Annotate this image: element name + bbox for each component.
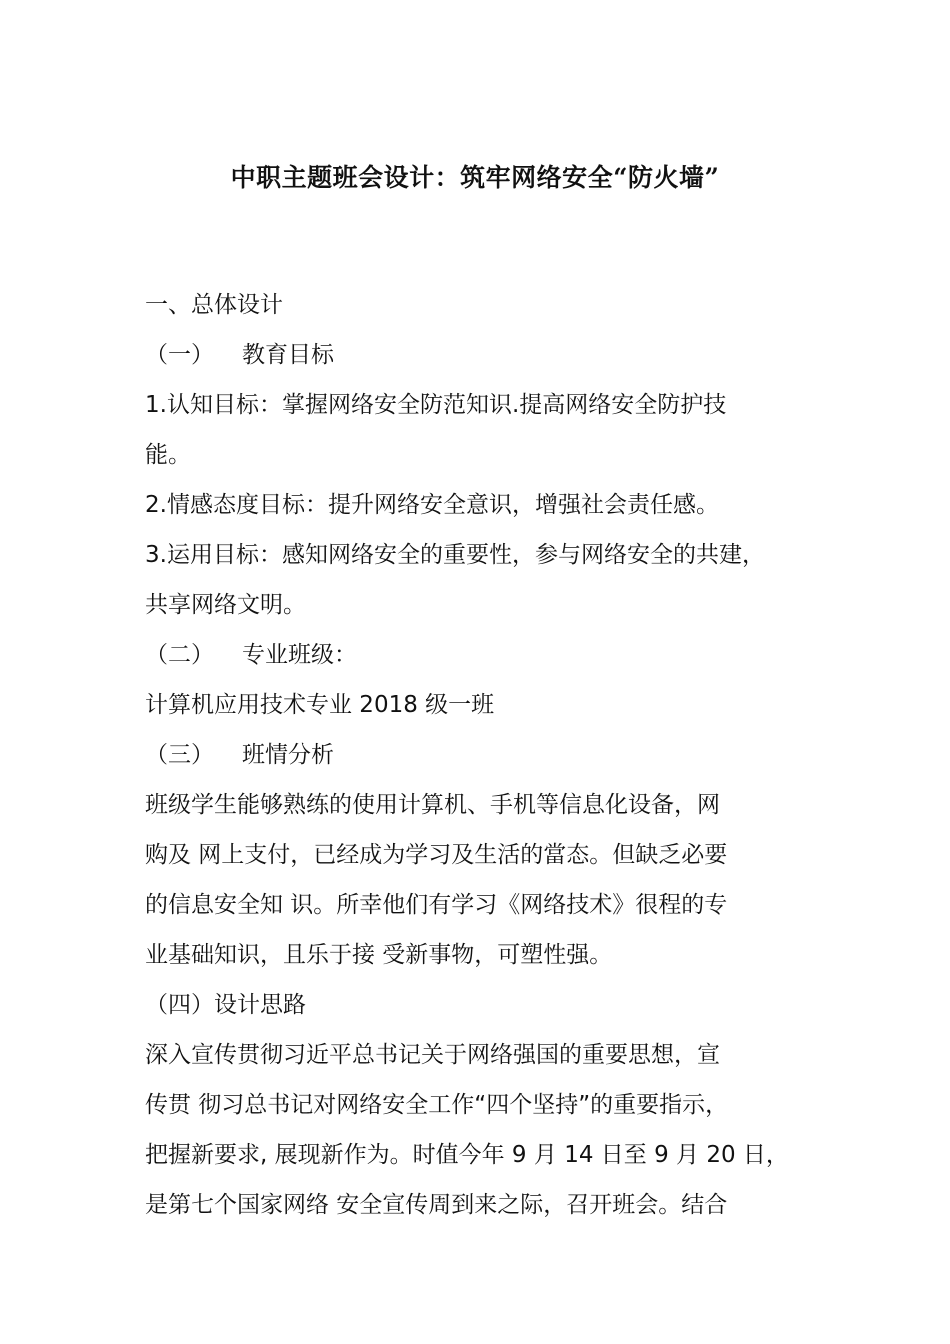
paragraph-line: 是第七个国家网络 安全宣传周到来之际，召开班会。结合 — [145, 1192, 728, 1218]
subsection-label: 教育目标 — [242, 342, 334, 368]
subsection-heading-class — [145, 630, 835, 680]
paragraph-line: 业基础知识，且乐于接 受新事物，可塑性强。 — [145, 942, 613, 968]
paragraph-line: 班级学生能够熟练的使用计算机、手机等信息化设备，网 — [145, 792, 720, 818]
paragraph-line: 3.运用目标：感知网络安全的重要性，参与网络安全的共建， — [145, 542, 765, 568]
document-title: 中职主题班会设计：筑牢网络安全“防火墙” — [230, 163, 720, 192]
subsection-label: 班情分析 — [242, 742, 334, 768]
subsection-heading-goals — [145, 330, 835, 380]
subsection-label: 专业班级： — [242, 642, 357, 668]
section-heading-overall: 一、总体设计 — [145, 292, 283, 318]
subsection-number: （二） — [145, 642, 214, 668]
subsection-number: （三） — [145, 742, 214, 768]
paragraph-line: 传贯 彻习总书记对网络安全工作“四个坚持”的重要指示， — [145, 1092, 729, 1118]
paragraph-line: 的信息安全知 识。所幸他们有学习《网络技术》很程的专 — [145, 892, 728, 918]
subsection-number: （一） — [145, 342, 214, 368]
paragraph-line: 购及 网上支付，已经成为学习及生活的當态。但缺乏必要 — [145, 842, 728, 868]
paragraph-line: 1.认知目标：掌握网络安全防范知识.提高网络安全防护技 — [145, 392, 727, 418]
subsection-heading-analysis — [145, 730, 835, 780]
paragraph-line: 把握新要求, 展现新作为。时值今年 9 月 14 日至 9 月 20 日， — [145, 1142, 789, 1168]
paragraph-line: 能。 — [145, 442, 191, 468]
paragraph-line: 2.情感态度目标：提升网络安全意识，增强社会责任感。 — [145, 492, 719, 518]
class-name: 计算机应用技术专业 2018 级一班 — [145, 692, 495, 718]
document-body — [145, 280, 835, 1230]
paragraph-line: 共享网络文明。 — [145, 592, 306, 618]
paragraph-line: 深入宣传贯彻习近平总书记关于网络强国的重要思想，宣 — [145, 1042, 720, 1068]
subsection-heading-design: （四）设计思路 — [145, 992, 306, 1018]
